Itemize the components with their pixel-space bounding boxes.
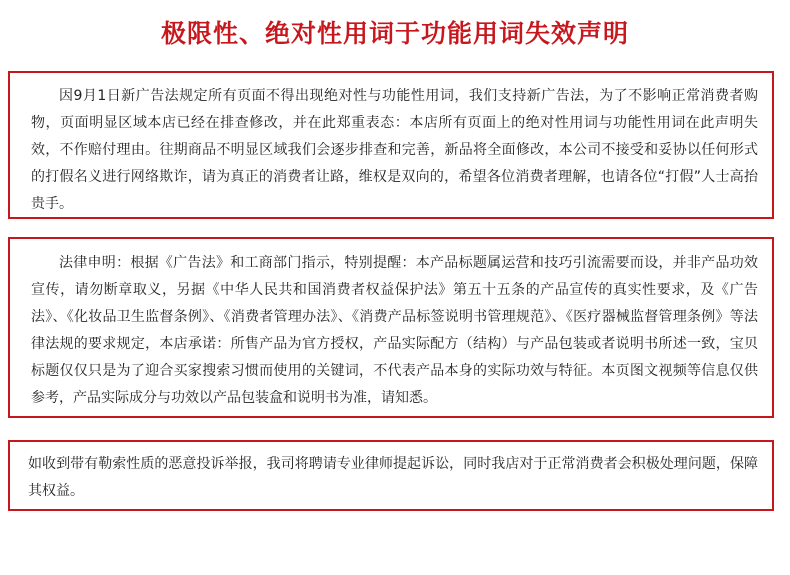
notice-text-ad-law: 因9月1日新广告法规定所有页面不得出现绝对性与功能性用词，我们支持新广告法，为了不影响正常消费者购物，页面明显区域本店已经在排查修改，并在此郑重表态：本店所有页面上的绝对性用词与功能性用词在此声明失效，不作赔付理由。往期商品不明显区域我们会逐步排查和完善，新品将全面修改，本公司不接受和妥协以任何形式的打假名义进行网络欺诈，请为真正的消费者让路，维权是双向的，希望各位消费者理解，也请各位“打假”人士高抬贵手。 bbox=[31, 88, 758, 212]
notice-text-complaint: 如收到带有勒索性质的恶意投诉举报，我司将聘请专业律师提起诉讼，同时我店对于正常消费者会积极处理问题，保障其权益。 bbox=[28, 456, 758, 499]
notice-box-legal-statement bbox=[8, 237, 774, 418]
notice-text-legal-statement: 法律申明：根据《广告法》和工商部门指示，特别提醒：本产品标题属运营和技巧引流需要而设，并非产品功效宣传，请勿断章取义，另据《中华人民共和国消费者权益保护法》第五十五条的产品宣传的真实性要求，及《广告法》、《化妆品卫生监督条例》、《消费者管理办法》、《消费产品标签说明书管理规范》、《医疗器械监督管理条例》等法律法规的要求规定，本店承诺：所售产品为官方授权，产品实际配方（结构）与产品包装或者说明书所述一致，宝贝标题仅仅只是为了迎合买家搜索习惯而使用的关键词，不代表产品本身的实际功效与特征。本页图文视频等信息仅供参考，产品实际成分与功效以产品包装盒和说明书为准，请知悉。 bbox=[31, 255, 758, 406]
page-title: 极限性、绝对性用词于功能用词失效声明 bbox=[160, 19, 629, 48]
notice-box-complaint bbox=[8, 440, 774, 511]
notice-box-ad-law bbox=[8, 71, 774, 219]
